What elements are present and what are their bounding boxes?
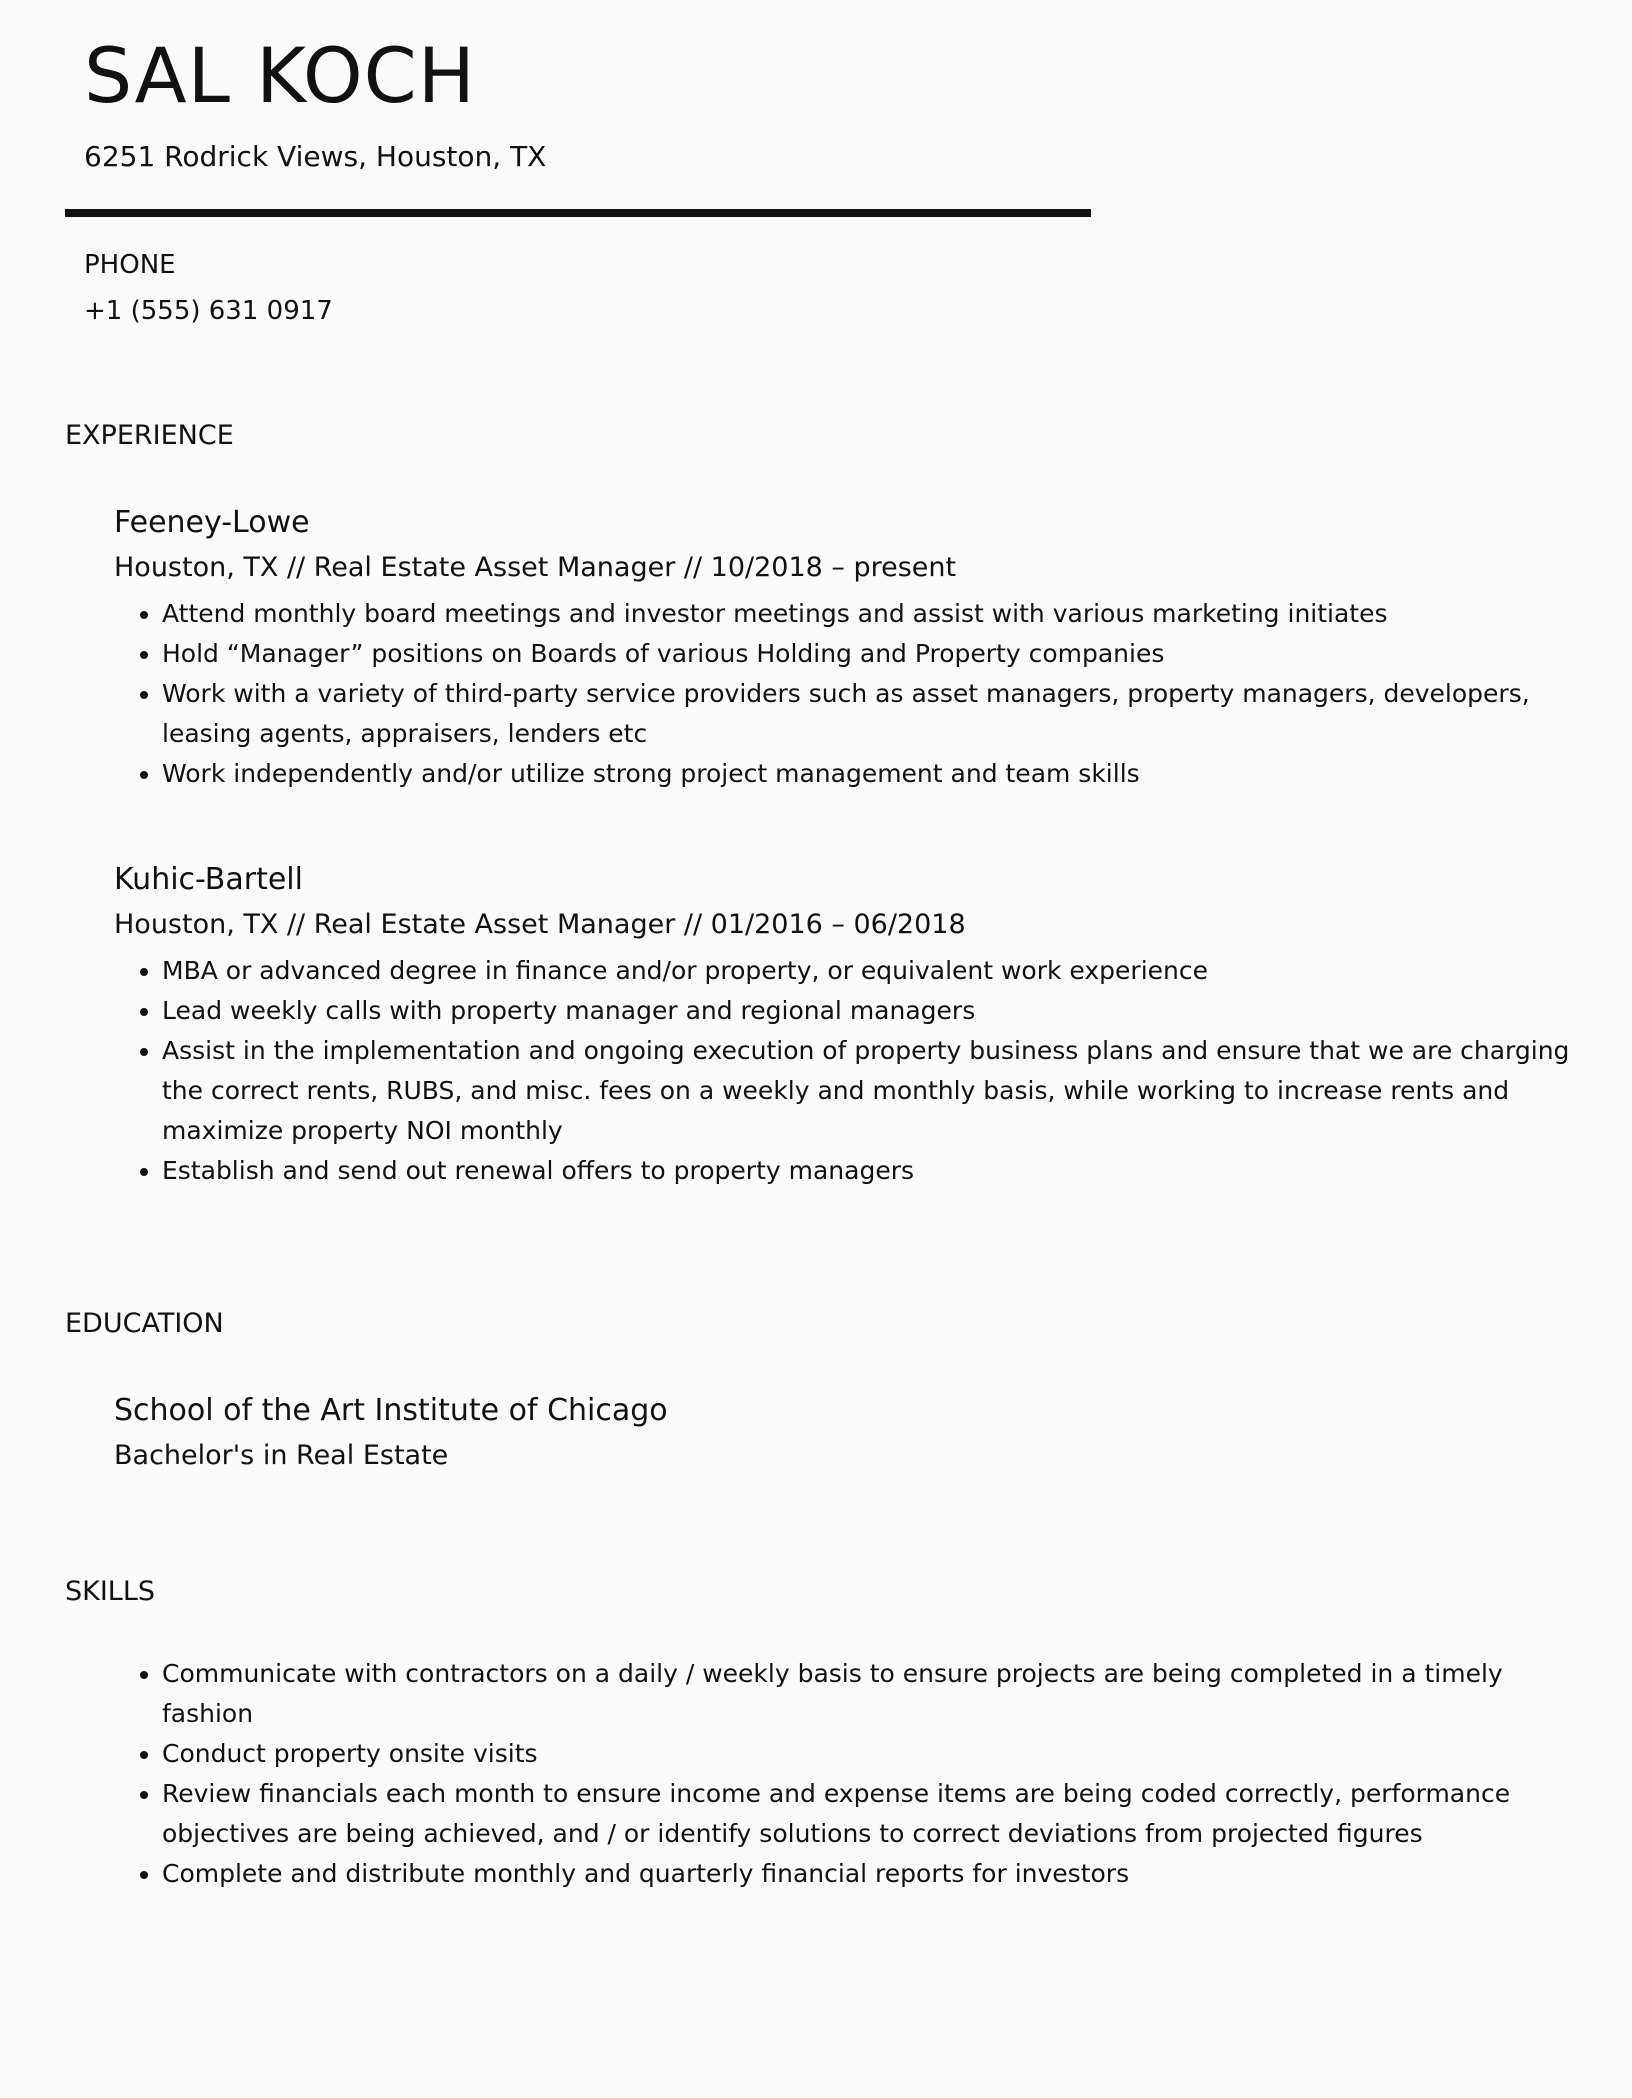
header-divider — [65, 209, 1091, 217]
skills-heading: SKILLS — [65, 1576, 156, 1607]
list-item: • Communicate with contractors on a daily / weekly basis to ensure projects are being completed in a timely fashion — [162, 1654, 1574, 1734]
list-item: • Work independently and/or utilize strong project management and team skills — [162, 754, 1574, 794]
degree: Bachelor's in Real Estate — [114, 1440, 449, 1471]
list-item: • Lead weekly calls with property manager and regional managers — [162, 991, 1574, 1031]
phone-label: PHONE — [84, 250, 176, 280]
list-item: • Attend monthly board meetings and investor meetings and assist with various marketing initiates — [162, 594, 1574, 634]
skills-list — [114, 1654, 1574, 1894]
job-entry — [114, 503, 1574, 794]
job-meta: Houston, TX // Real Estate Asset Manager // 10/2018 – present — [114, 552, 957, 583]
skills-entry — [114, 1654, 1574, 1894]
education-entry — [114, 1391, 1574, 1476]
candidate-address: 6251 Rodrick Views, Houston, TX — [84, 140, 547, 173]
list-item: • Establish and send out renewal offers to property managers — [162, 1151, 1574, 1191]
candidate-name: SAL KOCH — [84, 31, 476, 120]
phone-value: +1 (555) 631 0917 — [84, 296, 333, 326]
list-item: • Conduct property onsite visits — [162, 1734, 1574, 1774]
list-item: • Complete and distribute monthly and quarterly financial reports for investors — [162, 1854, 1574, 1894]
list-item: • Assist in the implementation and ongoing execution of property business plans and ensure that we are charging the correct rents, RUBS, and misc. fees on a weekly and monthly basis, while working to increase rents and maximize property NOI monthly — [162, 1031, 1574, 1151]
job-responsibilities — [114, 594, 1574, 794]
list-item: • MBA or advanced degree in finance and/or property, or equivalent work experience — [162, 951, 1574, 991]
experience-heading: EXPERIENCE — [65, 420, 234, 451]
list-item: • Work with a variety of third-party service providers such as asset managers, property managers, developers, leasing agents, appraisers, lenders etc — [162, 674, 1574, 754]
job-entry — [114, 860, 1574, 1191]
job-meta: Houston, TX // Real Estate Asset Manager // 01/2016 – 06/2018 — [114, 909, 966, 940]
list-item: • Review financials each month to ensure income and expense items are being coded correctly, performance objectives are being achieved, and / or identify solutions to correct deviations from projected figures — [162, 1774, 1574, 1854]
job-responsibilities — [114, 951, 1574, 1191]
school-name: School of the Art Institute of Chicago — [114, 1393, 668, 1428]
education-heading: EDUCATION — [65, 1308, 224, 1339]
job-company: Kuhic-Bartell — [114, 862, 303, 897]
list-item: • Hold “Manager” positions on Boards of various Holding and Property companies — [162, 634, 1574, 674]
job-company: Feeney-Lowe — [114, 505, 310, 540]
